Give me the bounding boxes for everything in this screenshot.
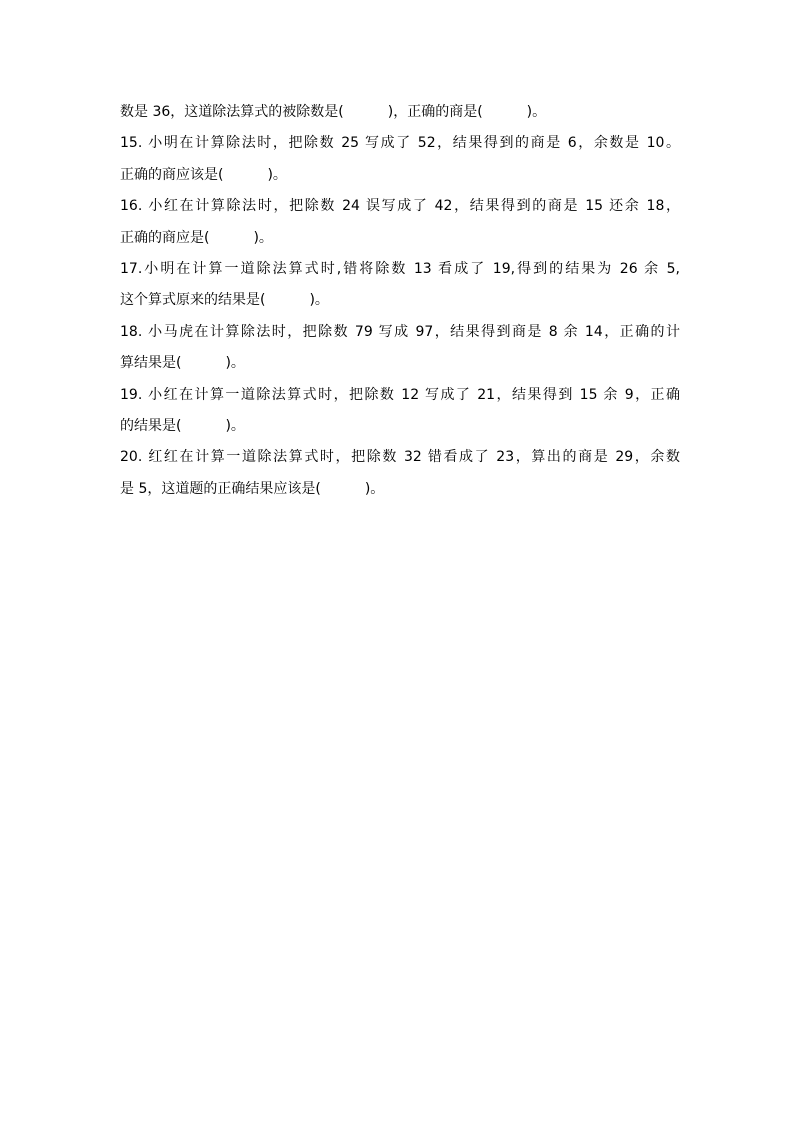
question-20-line-2	[120, 474, 680, 505]
text-line	[120, 97, 680, 128]
question-17-line-1	[120, 254, 680, 285]
text-segment: 正确的商应该是(	[120, 166, 224, 183]
question-text-block	[120, 97, 680, 505]
text-segment: 18. 小马虎在计算除法时，把除数 79 写成 97，结果得到商是 8 余 14，正确的计	[120, 323, 680, 340]
text-segment: )。	[309, 292, 329, 309]
text-segment: )。	[267, 166, 287, 183]
question-19-line-2	[120, 411, 680, 442]
text-segment: 数是 36，这道除法算式的被除数是(	[120, 104, 344, 120]
question-15-line-1	[120, 128, 680, 159]
text-segment: 15. 小明在计算除法时，把除数 25 写成了 52，结果得到的商是 6，余数是 10。	[120, 135, 680, 152]
question-19-line-1	[120, 380, 680, 411]
text-segment: )。	[225, 417, 245, 434]
text-segment: 17.小明在计算一道除法算式时,错将除数 13 看成了 19,得到的结果为 26 余 5,	[120, 260, 680, 277]
text-segment: )。	[253, 229, 273, 246]
question-18-line-1	[120, 317, 680, 348]
question-15-line-2	[120, 160, 680, 191]
question-16-line-1	[120, 191, 680, 222]
text-segment: )。	[364, 480, 385, 497]
text-segment: 的结果是(	[120, 417, 182, 434]
text-segment: 算结果是(	[120, 355, 182, 372]
question-16-line-2	[120, 223, 680, 254]
text-segment: )。	[225, 355, 245, 372]
text-segment: )。	[526, 104, 547, 120]
text-segment: 20. 红红在计算一道除法算式时，把除数 32 错看成了 23，算出的商是 29，余数	[120, 449, 680, 466]
text-segment: 这个算式原来的结果是(	[120, 292, 266, 309]
text-segment: 正确的商应是(	[120, 229, 210, 246]
question-20-line-1	[120, 442, 680, 473]
text-segment: )，正确的商是(	[387, 104, 483, 120]
question-18-line-2	[120, 348, 680, 379]
question-17-line-2	[120, 285, 680, 316]
text-segment: 16. 小红在计算除法时，把除数 24 误写成了 42，结果得到的商是 15 还余 18，	[120, 198, 680, 215]
text-segment: 是 5，这道题的正确结果应该是(	[120, 480, 321, 497]
text-segment: 19. 小红在计算一道除法算式时，把除数 12 写成了 21，结果得到 15 余 9，正确	[120, 386, 680, 403]
